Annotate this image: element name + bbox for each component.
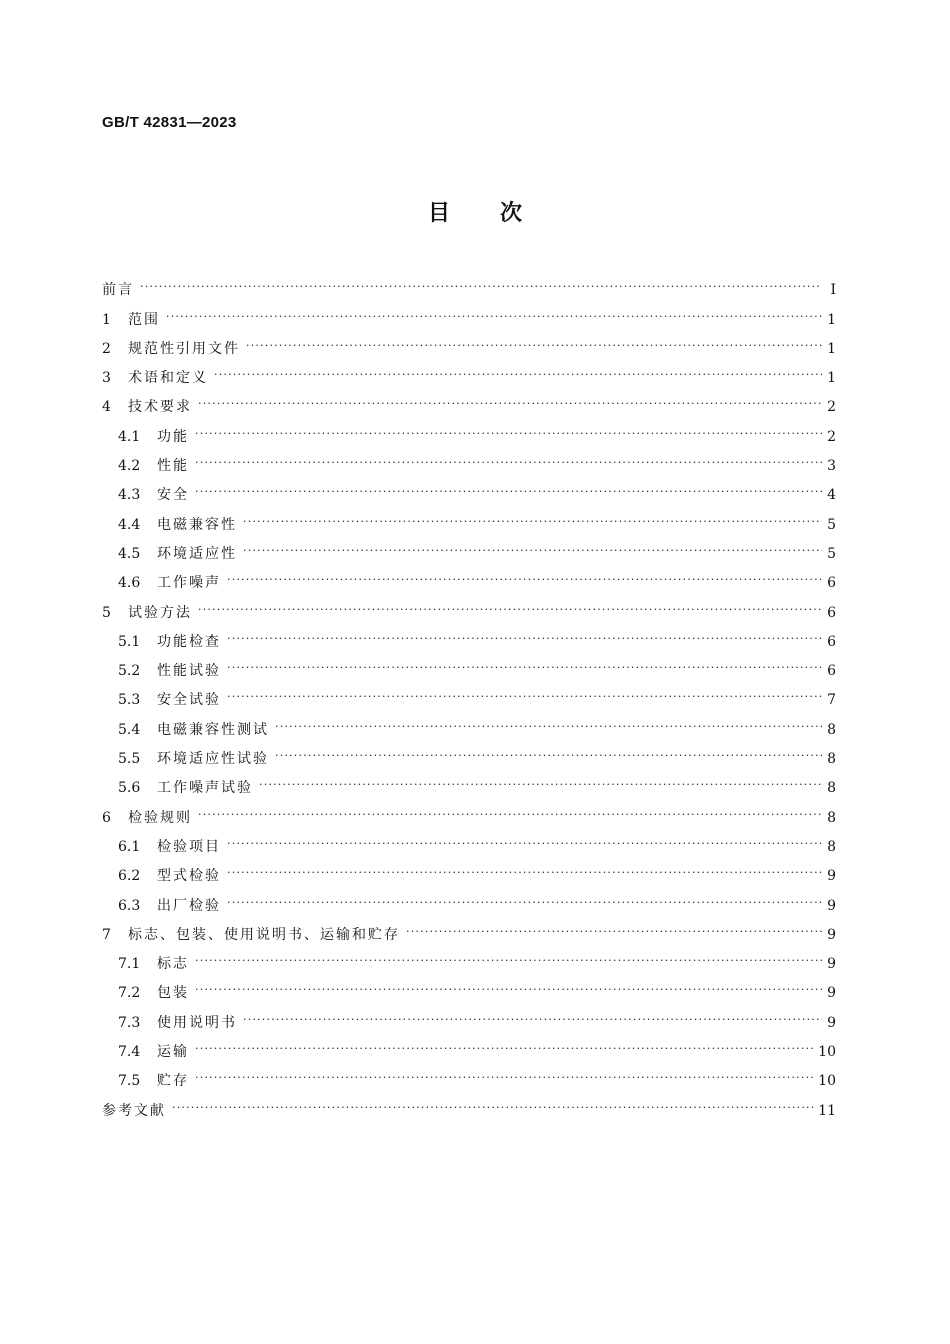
toc-entry-page: 9 — [827, 868, 836, 885]
toc-leader-dots — [214, 366, 822, 384]
toc-leader-dots — [166, 308, 822, 326]
toc-entry[interactable] — [102, 680, 836, 709]
toc-leader-dots — [227, 894, 822, 912]
toc-entry-page: 10 — [818, 1073, 836, 1090]
toc-entry-label: 包装 — [157, 985, 189, 1002]
toc-entry[interactable] — [102, 592, 836, 621]
toc-entry-label: 工作噪声 — [157, 575, 221, 592]
toc-entry-page: 10 — [818, 1044, 836, 1061]
toc-leader-dots — [195, 1069, 814, 1087]
toc-entry-label: 参考文献 — [102, 1102, 166, 1119]
toc-leader-dots — [259, 776, 822, 794]
toc-entry[interactable] — [102, 1061, 836, 1090]
toc-entry[interactable] — [102, 475, 836, 504]
toc-entry-number: 3 — [102, 370, 111, 387]
toc-entry-page: 9 — [827, 897, 836, 914]
toc-leader-dots — [198, 395, 822, 413]
toc-entry-number: 7.4 — [118, 1044, 141, 1061]
toc-entry[interactable] — [102, 797, 836, 826]
toc-leader-dots — [195, 981, 822, 999]
toc-entry[interactable] — [102, 299, 836, 328]
toc-entry-number: 4.6 — [118, 575, 141, 592]
toc-leader-dots — [195, 483, 822, 501]
page-title: 目次 — [427, 201, 572, 226]
toc-entry[interactable] — [102, 534, 836, 563]
toc-entry[interactable] — [102, 446, 836, 475]
toc-entry-page: 5 — [827, 516, 836, 533]
toc-entry[interactable] — [102, 1032, 836, 1061]
toc-entry-page: 9 — [827, 985, 836, 1002]
toc-entry-page: Ⅰ — [830, 282, 836, 299]
toc-entry-page: 11 — [818, 1102, 836, 1119]
toc-entry-page: 8 — [827, 721, 836, 738]
toc-entry[interactable] — [102, 1002, 836, 1031]
toc-entry-number: 5.4 — [118, 721, 141, 738]
toc-entry-page: 1 — [827, 340, 836, 357]
toc-entry-number: 5.1 — [118, 633, 141, 650]
toc-entry-page: 3 — [827, 458, 836, 475]
toc-leader-dots — [275, 718, 822, 736]
table-of-contents — [102, 270, 836, 1120]
toc-entry-label: 试验方法 — [128, 604, 192, 621]
toc-leader-dots — [243, 542, 822, 560]
toc-entry-page: 2 — [827, 428, 836, 445]
toc-entry[interactable] — [102, 563, 836, 592]
toc-leader-dots — [195, 425, 822, 443]
toc-entry-label: 范围 — [128, 311, 160, 328]
toc-entry-page: 8 — [827, 751, 836, 768]
toc-entry-label: 使用说明书 — [157, 1014, 237, 1031]
toc-entry-number: 7.2 — [118, 985, 141, 1002]
toc-entry-label: 检验规则 — [128, 809, 192, 826]
toc-entry[interactable] — [102, 651, 836, 680]
toc-leader-dots — [227, 864, 822, 882]
toc-leader-dots — [227, 688, 822, 706]
toc-leader-dots — [275, 747, 822, 765]
toc-entry-number: 6 — [102, 809, 111, 826]
toc-entry-label: 安全试验 — [157, 692, 221, 709]
toc-entry[interactable] — [102, 915, 836, 944]
toc-entry-page: 6 — [827, 633, 836, 650]
toc-entry-number: 4 — [102, 399, 111, 416]
toc-leader-dots — [227, 659, 822, 677]
toc-leader-dots — [406, 923, 822, 941]
toc-entry[interactable] — [102, 1090, 836, 1119]
toc-entry-page: 8 — [827, 838, 836, 855]
standard-number: GB/T 42831—2023 — [102, 114, 237, 131]
toc-entry-number: 6.2 — [118, 868, 141, 885]
toc-entry-number: 5.2 — [118, 663, 141, 680]
toc-entry-label: 技术要求 — [128, 399, 192, 416]
toc-entry-label: 型式检验 — [157, 868, 221, 885]
toc-entry-label: 出厂检验 — [157, 897, 221, 914]
toc-entry-label: 工作噪声试验 — [157, 780, 253, 797]
toc-entry[interactable] — [102, 358, 836, 387]
toc-leader-dots — [140, 278, 822, 296]
toc-entry-page: 5 — [827, 545, 836, 562]
toc-entry-number: 6.1 — [118, 838, 141, 855]
toc-entry-number: 7.5 — [118, 1073, 141, 1090]
toc-entry-page: 6 — [827, 604, 836, 621]
toc-leader-dots — [195, 1040, 814, 1058]
toc-entry-label: 电磁兼容性测试 — [157, 721, 269, 738]
toc-entry[interactable] — [102, 885, 836, 914]
toc-entry-label: 术语和定义 — [128, 370, 208, 387]
toc-entry-number: 4.5 — [118, 545, 141, 562]
toc-entry-number: 7.1 — [118, 956, 141, 973]
toc-entry[interactable] — [102, 827, 836, 856]
toc-entry-label: 标志、包装、使用说明书、运输和贮存 — [128, 926, 400, 943]
toc-entry-label: 性能试验 — [157, 663, 221, 680]
toc-entry-number: 7 — [102, 926, 111, 943]
toc-entry[interactable] — [102, 944, 836, 973]
toc-entry-label: 运输 — [157, 1044, 189, 1061]
toc-leader-dots — [198, 601, 822, 619]
toc-entry[interactable] — [102, 387, 836, 416]
toc-leader-dots — [227, 835, 822, 853]
toc-entry[interactable] — [102, 504, 836, 533]
toc-entry-page: 6 — [827, 663, 836, 680]
toc-entry-label: 功能 — [157, 428, 189, 445]
toc-entry-label: 性能 — [157, 458, 189, 475]
toc-entry-label: 前言 — [102, 282, 134, 299]
toc-entry-label: 功能检查 — [157, 633, 221, 650]
toc-entry-page: 9 — [827, 956, 836, 973]
toc-leader-dots — [227, 630, 822, 648]
toc-entry-label: 环境适应性 — [157, 545, 237, 562]
toc-entry-number: 6.3 — [118, 897, 141, 914]
toc-entry-page: 8 — [827, 780, 836, 797]
toc-entry-number: 5.6 — [118, 780, 141, 797]
toc-entry-page: 6 — [827, 575, 836, 592]
toc-entry-number: 5 — [102, 604, 111, 621]
toc-entry[interactable] — [102, 709, 836, 738]
toc-entry-page: 7 — [827, 692, 836, 709]
toc-entry-label: 规范性引用文件 — [128, 340, 240, 357]
toc-entry-label: 安全 — [157, 487, 189, 504]
toc-entry[interactable] — [102, 270, 836, 299]
toc-entry-label: 电磁兼容性 — [157, 516, 237, 533]
toc-entry-number: 5.5 — [118, 751, 141, 768]
toc-entry-number: 5.3 — [118, 692, 141, 709]
toc-leader-dots — [195, 952, 822, 970]
toc-entry[interactable] — [102, 416, 836, 445]
toc-entry-number: 1 — [102, 311, 111, 328]
toc-entry-label: 检验项目 — [157, 838, 221, 855]
toc-entry-label: 贮存 — [157, 1073, 189, 1090]
toc-leader-dots — [246, 337, 822, 355]
toc-entry-page: 9 — [827, 926, 836, 943]
toc-leader-dots — [243, 513, 822, 531]
toc-leader-dots — [195, 454, 822, 472]
toc-entry-page: 4 — [827, 487, 836, 504]
toc-entry[interactable] — [102, 856, 836, 885]
toc-entry[interactable] — [102, 739, 836, 768]
toc-entry-number: 2 — [102, 340, 111, 357]
toc-entry-page: 1 — [827, 370, 836, 387]
toc-entry-page: 2 — [827, 399, 836, 416]
toc-entry[interactable] — [102, 973, 836, 1002]
toc-entry-number: 4.4 — [118, 516, 141, 533]
toc-entry-label: 环境适应性试验 — [157, 751, 269, 768]
toc-entry-number: 4.1 — [118, 428, 141, 445]
toc-entry-label: 标志 — [157, 956, 189, 973]
toc-entry-number: 4.2 — [118, 458, 141, 475]
toc-entry-page: 8 — [827, 809, 836, 826]
toc-entry[interactable] — [102, 622, 836, 651]
toc-entry-page: 1 — [827, 311, 836, 328]
toc-entry-page: 9 — [827, 1014, 836, 1031]
toc-leader-dots — [243, 1011, 822, 1029]
toc-entry-number: 7.3 — [118, 1014, 141, 1031]
toc-leader-dots — [227, 571, 822, 589]
toc-entry[interactable] — [102, 768, 836, 797]
toc-leader-dots — [198, 806, 822, 824]
toc-entry-number: 4.3 — [118, 487, 141, 504]
toc-leader-dots — [172, 1099, 814, 1117]
toc-entry[interactable] — [102, 329, 836, 358]
